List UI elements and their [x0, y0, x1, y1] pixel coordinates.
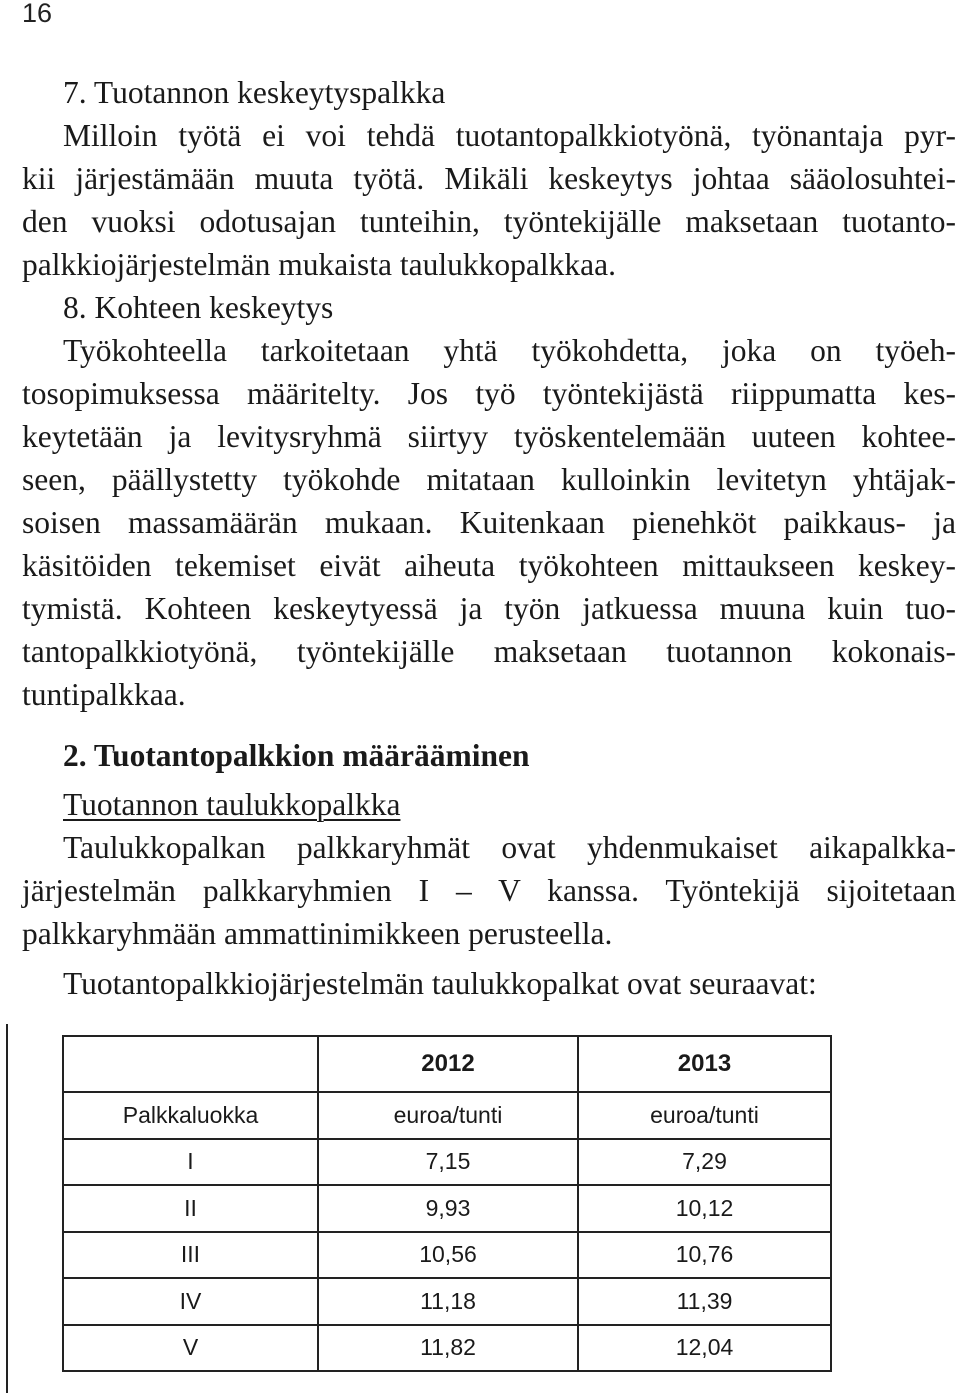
- wage-2013-cell: 10,12: [578, 1185, 831, 1232]
- section-8-line-6: käsitöiden tekemiset eivät aiheuta työkohteen mittaukseen keskey-: [22, 548, 956, 583]
- class-cell: II: [63, 1185, 318, 1232]
- wage-2012-cell: 11,82: [318, 1325, 578, 1372]
- section-7-line-1: Milloin työtä ei voi tehdä tuotantopalkkiotyönä, työnantaja pyr-: [63, 118, 956, 153]
- wage-table: [62, 1035, 832, 1372]
- year-2013-header: 2013: [578, 1036, 831, 1092]
- section-8-heading: 8. Kohteen keskeytys: [63, 290, 334, 325]
- year-header-row: [63, 1036, 831, 1092]
- section-2-line-1: Taulukkopalkan palkkaryhmät ovat yhdenmukaiset aikapalkka-: [63, 830, 956, 865]
- class-column-header: Palkkaluokka: [63, 1092, 318, 1139]
- wage-2013-cell: 11,39: [578, 1278, 831, 1325]
- unit-header-row: [63, 1092, 831, 1139]
- table-intro: Tuotantopalkkiojärjestelmän taulukkopalkat ovat seuraavat:: [63, 966, 817, 1001]
- section-7-line-3: den vuoksi odotusajan tunteihin, työntekijälle maksetaan tuotanto-: [22, 204, 956, 239]
- table-row: [63, 1232, 831, 1279]
- table-row: [63, 1325, 831, 1372]
- year-2012-header: 2012: [318, 1036, 578, 1092]
- table-row: [63, 1278, 831, 1325]
- wage-2012-cell: 7,15: [318, 1139, 578, 1186]
- section-2-subheading: [63, 783, 956, 826]
- section-2-heading: 2. Tuotantopalkkion määrääminen: [63, 738, 530, 773]
- section-8-line-7: tymistä. Kohteen keskeytyessä ja työn jatkuessa muuna kuin tuo-: [22, 591, 956, 626]
- empty-header-cell: [63, 1036, 318, 1092]
- section-8-line-9: tuntipalkkaa.: [22, 677, 186, 712]
- unit-2012-header: euroa/tunti: [318, 1092, 578, 1139]
- table-row: [63, 1185, 831, 1232]
- section-8-line-8: tantopalkkiotyönä, työntekijälle maksetaan tuotannon kokonais-: [22, 634, 956, 669]
- section-7-heading: 7. Tuotannon keskeytyspalkka: [63, 75, 446, 110]
- class-cell: I: [63, 1139, 318, 1186]
- section-8-line-2: tosopimuksessa määritelty. Jos työ työntekijästä riippumatta kes-: [22, 376, 956, 411]
- wage-2013-cell: 10,76: [578, 1232, 831, 1279]
- section-8-line-1: Työkohteella tarkoitetaan yhtä työkohdetta, joka on työeh-: [63, 333, 956, 368]
- section-2-line-3: palkkaryhmään ammattinimikkeen perusteella.: [22, 916, 613, 951]
- wage-2013-cell: 12,04: [578, 1325, 831, 1372]
- section-2-subheading-text: Tuotannon taulukkopalkka: [63, 787, 401, 822]
- page-number: 16: [22, 0, 53, 28]
- section-7-line-4: palkkiojärjestelmän mukaista taulukkopalkkaa.: [22, 247, 616, 282]
- section-2-line-2: järjestelmän palkkaryhmien I – V kanssa. Työntekijä sijoitetaan: [22, 873, 956, 908]
- class-cell: III: [63, 1232, 318, 1279]
- unit-2013-header: euroa/tunti: [578, 1092, 831, 1139]
- section-8-line-3: keytetään ja levitysryhmä siirtyy työskentelemään uuteen kohtee-: [22, 419, 956, 454]
- section-8-line-4: seen, päällystetty työkohde mitataan kulloinkin levitetyn yhtäjak-: [22, 462, 956, 497]
- section-7-line-2: kii järjestämään muuta työtä. Mikäli keskeytys johtaa sääolosuhtei-: [22, 161, 956, 196]
- wage-2012-cell: 9,93: [318, 1185, 578, 1232]
- class-cell: IV: [63, 1278, 318, 1325]
- class-cell: V: [63, 1325, 318, 1372]
- wage-2012-cell: 11,18: [318, 1278, 578, 1325]
- wage-2012-cell: 10,56: [318, 1232, 578, 1279]
- table-row: [63, 1139, 831, 1186]
- wage-2013-cell: 7,29: [578, 1139, 831, 1186]
- margin-rule: [6, 1024, 8, 1393]
- section-8-line-5: soisen massamäärän mukaan. Kuitenkaan pienehköt paikkaus- ja: [22, 505, 956, 540]
